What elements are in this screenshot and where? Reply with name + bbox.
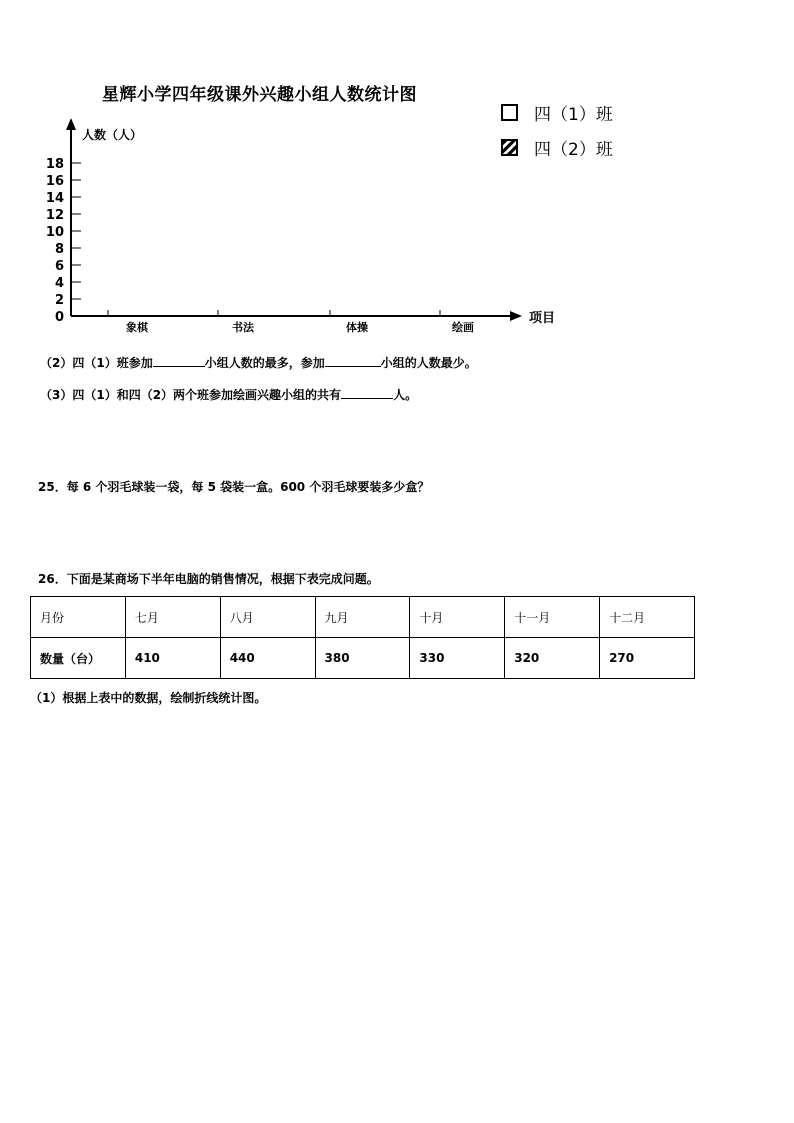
q2-blank-most[interactable] — [153, 354, 205, 367]
y-tick-label: 12 — [45, 208, 64, 223]
x-category-label: 绘画 — [452, 321, 474, 334]
table-row — [31, 638, 695, 679]
table-header-row — [31, 597, 695, 638]
q3-text-b: 人。 — [393, 388, 418, 402]
table-cell: 十月 — [410, 597, 505, 638]
q2-text-c: 小组的人数最少。 — [380, 356, 477, 370]
table-cell: 数量（台） — [31, 638, 126, 679]
y-tick-label: 0 — [54, 310, 64, 325]
y-tick-label: 10 — [45, 225, 64, 240]
y-tick-label: 4 — [54, 276, 64, 291]
table-cell: 月份 — [31, 597, 126, 638]
y-tick-label: 6 — [54, 259, 64, 274]
table-cell: 十一月 — [505, 597, 600, 638]
x-axis-label: 项目 — [529, 311, 556, 326]
x-categories — [108, 310, 474, 334]
bar-chart — [0, 110, 600, 350]
chart-title: 星辉小学四年级课外兴趣小组人数统计图 — [102, 85, 417, 105]
x-category-label: 体操 — [346, 321, 368, 334]
x-axis-arrow — [510, 311, 522, 321]
y-tick-label: 8 — [54, 242, 64, 257]
legend-label-class-2: 四（2）班 — [534, 139, 613, 160]
sales-table — [30, 596, 695, 679]
q2-text-b: 小组人数的最多，参加 — [204, 356, 325, 370]
table-cell: 七月 — [125, 597, 220, 638]
x-category-label: 书法 — [232, 321, 254, 334]
q3-blank-total[interactable] — [341, 386, 393, 399]
q2-blank-least[interactable] — [325, 354, 381, 367]
y-tick-label: 14 — [45, 191, 64, 206]
table-cell: 九月 — [315, 597, 410, 638]
y-tick-label: 18 — [45, 157, 64, 172]
table-cell: 330 — [410, 638, 505, 679]
q3-text-a: （3）四（1）和四（2）两个班参加绘画兴趣小组的共有 — [40, 388, 342, 402]
table-cell: 十二月 — [600, 597, 695, 638]
table-cell: 八月 — [220, 597, 315, 638]
table-cell: 320 — [505, 638, 600, 679]
x-category-label: 象棋 — [126, 321, 148, 334]
table-cell: 270 — [600, 638, 695, 679]
table-cell: 410 — [125, 638, 220, 679]
table-cell: 380 — [315, 638, 410, 679]
y-ticks — [46, 157, 81, 325]
q2-text-a: （2）四（1）班参加 — [40, 356, 153, 370]
question-26: 26．下面是某商场下半年电脑的销售情况，根据下表完成问题。 — [38, 572, 379, 586]
y-tick-label: 2 — [54, 293, 64, 308]
y-axis-label: 人数（人） — [82, 128, 143, 142]
legend-label-class-1: 四（1）班 — [534, 104, 613, 125]
y-axis-arrow — [66, 118, 76, 130]
question-26-1: （1）根据上表中的数据，绘制折线统计图。 — [30, 691, 267, 705]
question-3 — [40, 386, 417, 403]
question-2 — [40, 354, 477, 371]
table-cell: 440 — [220, 638, 315, 679]
question-25: 25．每 6 个羽毛球装一袋，每 5 袋装一盒。600 个羽毛球要装多少盒？ — [38, 480, 430, 494]
y-tick-label: 16 — [45, 174, 64, 189]
